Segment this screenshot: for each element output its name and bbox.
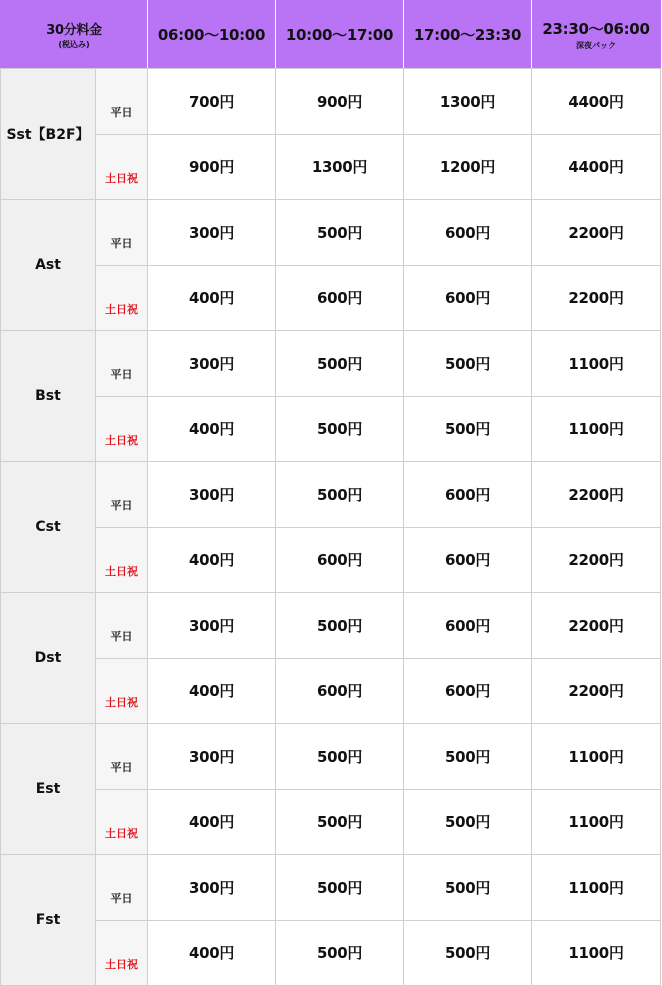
room-name: Dst	[1, 593, 96, 724]
price-cell: 500円	[276, 855, 404, 921]
room-name: Cst	[1, 462, 96, 593]
day-type-holiday: 土日祝	[96, 527, 148, 593]
day-type-holiday: 土日祝	[96, 789, 148, 855]
table-row	[1, 658, 661, 724]
price-cell: 600円	[404, 200, 532, 266]
price-cell: 600円	[276, 265, 404, 331]
slot-label: 06:00〜10:00	[157, 26, 266, 44]
price-cell: 500円	[276, 462, 404, 528]
price-cell: 600円	[404, 265, 532, 331]
price-cell: 700円	[148, 69, 276, 135]
price-table-body	[1, 69, 661, 986]
price-cell: 500円	[276, 920, 404, 986]
price-cell: 300円	[148, 855, 276, 921]
price-cell: 2200円	[532, 527, 661, 593]
price-cell: 400円	[148, 920, 276, 986]
header-title: 30分料金	[46, 23, 102, 38]
table-row	[1, 331, 661, 397]
price-cell: 500円	[276, 331, 404, 397]
price-cell: 300円	[148, 200, 276, 266]
price-cell: 500円	[404, 396, 532, 462]
day-type-holiday: 土日祝	[96, 396, 148, 462]
price-cell: 600円	[404, 527, 532, 593]
table-row	[1, 593, 661, 659]
header-slot-1	[148, 1, 276, 69]
day-type-weekday: 平日	[96, 462, 148, 528]
price-cell: 400円	[148, 265, 276, 331]
header-title-sub: (税込み)	[58, 40, 90, 49]
price-cell: 500円	[276, 724, 404, 790]
price-cell: 600円	[404, 462, 532, 528]
day-type-weekday: 平日	[96, 593, 148, 659]
price-cell: 900円	[148, 134, 276, 200]
price-cell: 300円	[148, 331, 276, 397]
table-row	[1, 134, 661, 200]
price-cell: 500円	[276, 200, 404, 266]
day-type-weekday: 平日	[96, 69, 148, 135]
price-cell: 500円	[404, 724, 532, 790]
day-type-weekday: 平日	[96, 200, 148, 266]
header-slot-2	[276, 1, 404, 69]
price-cell: 500円	[276, 396, 404, 462]
day-type-holiday: 土日祝	[96, 134, 148, 200]
price-cell: 1100円	[532, 331, 661, 397]
day-type-weekday: 平日	[96, 331, 148, 397]
table-row	[1, 855, 661, 921]
slot-sub-label: 深夜パック	[576, 41, 616, 50]
day-type-holiday: 土日祝	[96, 920, 148, 986]
table-row	[1, 69, 661, 135]
table-row	[1, 724, 661, 790]
price-cell: 1100円	[532, 724, 661, 790]
price-cell: 1300円	[404, 69, 532, 135]
price-cell: 400円	[148, 527, 276, 593]
day-type-weekday: 平日	[96, 724, 148, 790]
room-name: Bst	[1, 331, 96, 462]
header-row	[1, 1, 661, 69]
room-name: Ast	[1, 200, 96, 331]
price-cell: 2200円	[532, 265, 661, 331]
price-cell: 500円	[404, 789, 532, 855]
price-cell: 600円	[404, 593, 532, 659]
header-rate-label	[1, 1, 148, 69]
price-cell: 300円	[148, 724, 276, 790]
header-slot-3	[404, 1, 532, 69]
table-row	[1, 920, 661, 986]
header-slot-4	[532, 1, 661, 69]
slot-label: 23:30〜06:00	[542, 20, 650, 38]
day-type-holiday: 土日祝	[96, 658, 148, 724]
price-cell: 4400円	[532, 134, 661, 200]
price-cell: 500円	[404, 331, 532, 397]
price-cell: 500円	[276, 789, 404, 855]
room-name: Fst	[1, 855, 96, 986]
day-type-weekday: 平日	[96, 855, 148, 921]
price-cell: 4400円	[532, 69, 661, 135]
price-cell: 600円	[276, 658, 404, 724]
price-cell: 2200円	[532, 658, 661, 724]
price-cell: 1100円	[532, 855, 661, 921]
price-cell: 400円	[148, 789, 276, 855]
table-row	[1, 396, 661, 462]
price-cell: 600円	[404, 658, 532, 724]
table-row	[1, 789, 661, 855]
price-cell: 2200円	[532, 593, 661, 659]
price-cell: 1100円	[532, 789, 661, 855]
room-name: Sst【B2F】	[1, 69, 96, 200]
price-cell: 1100円	[532, 396, 661, 462]
price-cell: 2200円	[532, 462, 661, 528]
price-cell: 2200円	[532, 200, 661, 266]
day-type-holiday: 土日祝	[96, 265, 148, 331]
price-cell: 400円	[148, 658, 276, 724]
table-row	[1, 527, 661, 593]
price-cell: 1100円	[532, 920, 661, 986]
table-row	[1, 200, 661, 266]
price-cell: 500円	[404, 920, 532, 986]
price-cell: 300円	[148, 593, 276, 659]
price-cell: 300円	[148, 462, 276, 528]
price-cell: 1300円	[276, 134, 404, 200]
slot-label: 10:00〜17:00	[285, 26, 394, 44]
room-name: Est	[1, 724, 96, 855]
table-row	[1, 265, 661, 331]
price-cell: 900円	[276, 69, 404, 135]
price-cell: 500円	[276, 593, 404, 659]
price-cell: 1200円	[404, 134, 532, 200]
price-cell: 400円	[148, 396, 276, 462]
slot-label: 17:00〜23:30	[413, 26, 522, 44]
price-cell: 500円	[404, 855, 532, 921]
table-row	[1, 462, 661, 528]
price-cell: 600円	[276, 527, 404, 593]
